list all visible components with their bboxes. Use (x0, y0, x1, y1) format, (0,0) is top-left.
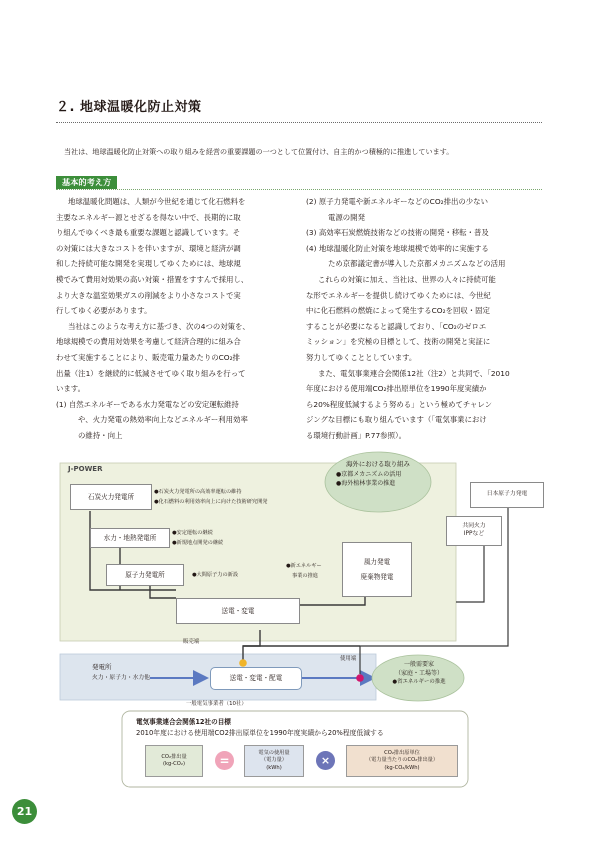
eq-line: (kg-CO₂/kWh) (384, 764, 420, 771)
note-line: 事業の推進 (292, 572, 318, 579)
body-line: 努力してゆくこととしています。 (306, 352, 417, 362)
equals-icon: = (215, 751, 234, 770)
body-line: います。 (56, 384, 85, 394)
body-line: することが必要になると認識しており、「CO₂のゼロエ (306, 321, 487, 331)
body-line: 出量（注1）を継続的に低減させてゆく取り組みを行って (56, 368, 246, 378)
eq-line: (kg-CO₂) (162, 761, 185, 767)
list-item: (2) 原子力発電や新エネルギーなどのCO₂排出の少ない (306, 197, 488, 206)
list-item: (4) 地球温暖化防止対策を地球規模で効率的に実施する (306, 243, 489, 253)
body-line: ら20%程度低減するよう努める」という極めてチャレン (306, 399, 493, 409)
box-line: 廃棄物発電 (360, 572, 394, 581)
jpower-label: J-POWER (68, 465, 103, 473)
body-line: 地球温暖化問題は、人類が今世紀を通じて化石燃料を (68, 197, 246, 206)
eq-line: （電力量） (261, 757, 287, 764)
use-end-dot (356, 674, 364, 682)
lead-text: 当社は、地球温暖化防止対策への取り組みを経営の重要課題の一つとして位置付け、自主的かつ積極的に推進しています。 (64, 147, 454, 156)
utility-label: 一般電気事業者（10社） (186, 701, 247, 707)
note-line: ●新規地点開発の継続 (172, 539, 224, 546)
grid-box: 送電・変電・配電 (210, 667, 302, 690)
coal-plant-box: 石炭火力発電所 (70, 484, 152, 510)
nuclear-note: ●大間原子力の新設 (192, 572, 239, 578)
box-line: IPPなど (463, 531, 485, 537)
body-line: ミッション」を究極の目標として、技術の開発と実証に (306, 337, 491, 347)
list-item-continuation: 電源の開発 (328, 212, 365, 222)
body-line: 中に化石燃料の燃焼によって発生するCO₂を回収・固定 (306, 306, 490, 316)
hydro-notes (172, 529, 223, 548)
list-item-continuation: ため京都議定書が導入した京都メカニズムなどの活用 (328, 259, 506, 269)
body-line: ジングな目標にも取り組んでいます（「電気事業におけ (306, 415, 487, 425)
body-line: な形でエネルギーを提供し続けてゆくためには、今世紀 (306, 290, 491, 300)
body-line: より大きな温室効果ガスの削減をより小さなコストで実 (56, 290, 241, 300)
note-line: ●海外植林事業の推進 (336, 480, 396, 487)
use-end-label: 使用端 (340, 656, 357, 662)
hydro-plant-box: 水力・地熱発電所 (90, 528, 170, 548)
plants-subtitle: 火力・原子力・水力他 (92, 675, 150, 681)
body-line: 模でみて費用対効果の高い対策・措置をすすんで採用し、 (56, 274, 249, 284)
eq-line: CO₂排出量 (161, 753, 187, 760)
eq-intensity-box (346, 745, 458, 777)
consumer-subtitle: （家庭・工場等） (394, 670, 443, 677)
body-line: 地球規模での費用対効果を考慮して経済合理的に組み合 (56, 337, 241, 347)
body-line: わせて実施することにより、販売電力量あたりのCO₂排 (56, 352, 240, 362)
nuclear-plant-box: 原子力発電所 (106, 564, 184, 586)
list-item: (3) 高効率石炭燃焼技術などの技術の開発・移転・普及 (306, 228, 489, 238)
list-item-continuation: や、火力発電の熱効率向上などエネルギー利用効率 (78, 415, 248, 425)
coal-notes (154, 488, 267, 507)
ipp-box (446, 516, 502, 546)
sales-end-label: 販売端 (183, 639, 200, 645)
consumer-title: 一般需要家 (403, 661, 434, 668)
eq-line: (kWh) (266, 764, 282, 771)
eq-line: CO₂排出原単位 (384, 750, 420, 757)
goal-text: 2010年度における使用端CO2排出原単位を1990年度実績から20%程度低減する (136, 729, 384, 737)
eq-line: 電気の使用量 (258, 750, 290, 757)
list-item-continuation: の維持・向上 (78, 430, 123, 440)
overseas-content (336, 460, 420, 489)
note-line: ●新エネルギー (286, 563, 322, 569)
section-label: 基本的考え方 (56, 176, 117, 189)
note-line: ●化石燃料の利用効率向上に向けた技術研究開発 (154, 498, 268, 505)
ipp-line (456, 545, 484, 602)
note-line: ●石炭火力発電所の高効率運転の維持 (154, 489, 242, 495)
transmission-box: 送電・変電 (176, 598, 300, 624)
body-line: 和した持続可能な開発を実現してゆくためには、地球規 (56, 259, 241, 269)
body-line: これらの対策に加え、当社は、世界の人々に持続可能 (318, 274, 496, 284)
eq-emissions-box (145, 745, 203, 777)
list-item: (1) 自然エネルギーである水力発電などの安定運転維持 (56, 399, 239, 409)
body-line: 行してゆく必要があります。 (56, 306, 152, 316)
plants-title: 発電所 (92, 663, 112, 671)
box-line: 風力発電 (363, 557, 391, 566)
japan-nuclear-box: 日本原子力発電 (470, 482, 544, 508)
overseas-title: 海外における取り組み (346, 460, 410, 468)
wind-waste-box (342, 542, 412, 597)
body-line: 主要なエネルギー源とせざるを得ない中で、長期的に取 (56, 212, 241, 222)
sales-end-dot (239, 659, 247, 667)
body-line: る環境行動計画」P.77参照）。 (306, 430, 407, 440)
note-line: ●安定運転の継続 (172, 530, 213, 536)
body-line: 年度における使用端CO₂排出原単位を1990年度実績か (306, 384, 487, 394)
body-line: 当社はこのような考え方に基づき、次の4つの対策を、 (68, 321, 250, 331)
power-plants-label (92, 662, 150, 684)
box-line: 共同火力 (462, 523, 486, 530)
body-line: の対策には大きなコストを伴いますが、環境と経済が調 (56, 243, 241, 253)
page-title: ２. 地球温暖化防止対策 (56, 100, 202, 115)
goal-title: 電気事業連合会関係12社の目標 (136, 718, 231, 726)
body-line: また、電気事業連合会関係12社（注2）と共同で、「2010 (318, 368, 510, 378)
times-icon: × (316, 751, 335, 770)
body-line: り組んでゆくべき最も重要な課題と認識しています。そ (56, 228, 241, 238)
eq-usage-box (244, 745, 304, 777)
consumer-content (384, 660, 454, 687)
consumer-note: ●省エネルギーの推進 (392, 679, 446, 685)
page-number-badge: 21 (12, 799, 37, 824)
eq-line: （電力量当たりのCO₂排出量） (365, 757, 439, 764)
new-energy-note (286, 562, 322, 581)
note-line: ●京都メカニズムの活用 (336, 470, 402, 478)
